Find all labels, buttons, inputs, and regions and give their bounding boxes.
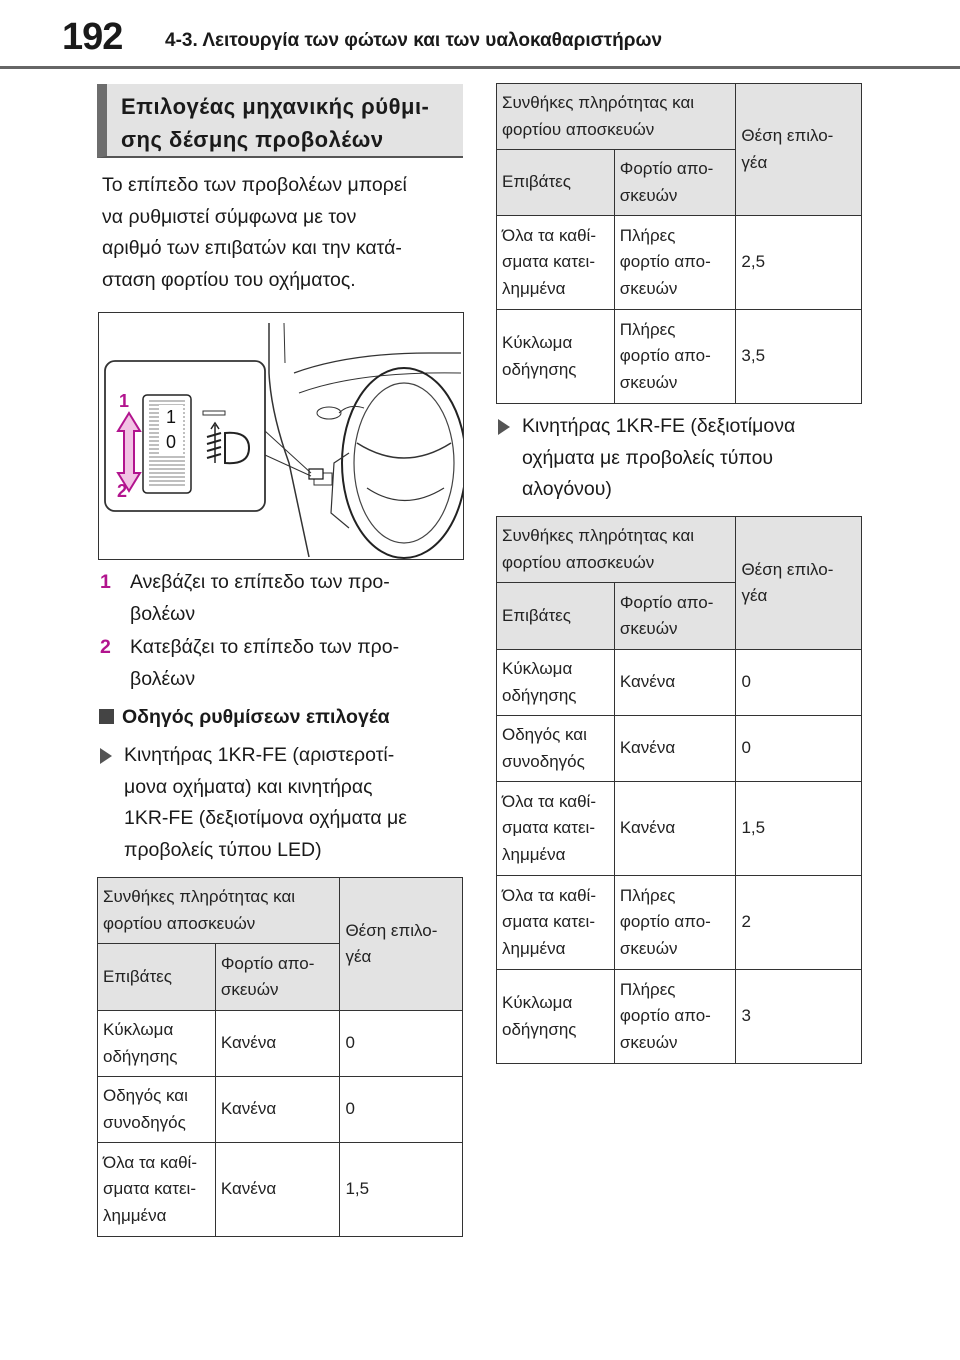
- step-item-2: [100, 632, 460, 696]
- header-text: φορτίου αποσκευών: [502, 552, 655, 572]
- section-heading: [97, 84, 463, 158]
- header-text: Φορτίο απο-: [619, 159, 714, 178]
- settings-guide-heading-text: Οδηγός ρυθμίσεων επιλογέα: [122, 706, 390, 728]
- cell-position: 2: [736, 876, 862, 970]
- cell-position: 0: [736, 650, 862, 716]
- cell-passengers: [497, 782, 615, 876]
- bullet-line: μονα οχήματα) και κινητήρας: [124, 775, 373, 798]
- cell-line: σματα κατει-: [502, 818, 595, 838]
- table-row: [497, 216, 862, 310]
- cell-line: Κύκλωμα: [103, 1020, 174, 1039]
- cell-cargo: [614, 876, 736, 970]
- table-row: [497, 650, 862, 716]
- header-divider: [0, 66, 960, 69]
- header-cargo: [614, 150, 736, 216]
- cell-line: Οδηγός και: [502, 725, 587, 744]
- cell-position: 3: [736, 970, 862, 1064]
- table-header-row: [497, 517, 862, 583]
- callout-2: 2: [117, 481, 128, 501]
- cell-line: Οδηγός και: [103, 1086, 188, 1105]
- header-text: Θέση επιλο-: [345, 920, 438, 940]
- header-text: Φορτίο απο-: [619, 592, 714, 612]
- cell-passengers: [497, 970, 615, 1064]
- intro-line: σταση φορτίου του οχήματος.: [102, 268, 356, 291]
- dashboard-drawing: [99, 313, 463, 559]
- settings-table-right-top: [496, 83, 862, 404]
- cell-line: Κανένα: [220, 1179, 277, 1199]
- header-conditions: [98, 878, 340, 944]
- steering-wheel-shape: [342, 368, 463, 558]
- cell-line: σκευών: [619, 1032, 678, 1052]
- cell-cargo: [614, 216, 736, 310]
- bullet-line: Κινητήρας 1KR-FE (δεξιοτίμονα: [522, 415, 796, 437]
- header-text: φορτίου αποσκευών: [103, 913, 256, 933]
- cell-line: συνοδηγός: [103, 1112, 186, 1132]
- cell-passengers: [98, 1143, 216, 1237]
- engine-variant-bullet-right: [498, 411, 868, 511]
- cell-line: Κύκλωμα: [502, 659, 573, 678]
- step-number: 1: [100, 571, 111, 593]
- cell-position: 0: [340, 1077, 463, 1143]
- cell-line: Πλήρες: [619, 225, 676, 245]
- cell-passengers: [497, 716, 615, 782]
- cell-line: οδήγησης: [502, 359, 577, 379]
- header-text: Θέση επιλο-: [741, 126, 834, 145]
- header-text: φορτίου αποσκευών: [502, 119, 655, 139]
- cell-line: λημμένα: [502, 278, 566, 298]
- cell-cargo: [215, 1143, 340, 1237]
- step-text-line: βολέων: [130, 602, 196, 625]
- cell-cargo: [614, 782, 736, 876]
- table-row: [497, 782, 862, 876]
- header-conditions: [497, 517, 736, 583]
- header-text: Συνθήκες πληρότητας και: [502, 93, 695, 112]
- cell-cargo: [614, 970, 736, 1064]
- header-cargo: [614, 583, 736, 650]
- table-row: [497, 970, 862, 1064]
- bullet-line: αλογόνου): [522, 478, 612, 500]
- table-row: [98, 1077, 463, 1143]
- cell-line: οδήγησης: [103, 1046, 178, 1066]
- cell-line: σματα κατει-: [103, 1179, 196, 1199]
- header-position: [736, 517, 862, 650]
- cell-passengers: [497, 876, 615, 970]
- dial-mark-1: 1: [165, 407, 177, 427]
- cell-cargo: [215, 1077, 340, 1143]
- section-heading-line-2: σης δέσμης προβολέων: [121, 127, 384, 152]
- cell-line: σκευών: [619, 372, 678, 392]
- header-passengers: Επιβάτες: [497, 583, 615, 650]
- cell-line: φορτίο απο-: [619, 1006, 711, 1026]
- cell-line: Πλήρες: [619, 885, 676, 905]
- header-text: γέα: [741, 586, 768, 605]
- cell-cargo: [215, 1011, 340, 1077]
- cell-position: 0: [736, 716, 862, 782]
- engine-variant-bullet-left: [100, 740, 470, 870]
- header-text: σκευών: [619, 619, 678, 638]
- cell-line: σκευών: [619, 278, 678, 298]
- cell-cargo: [614, 716, 736, 782]
- intro-line: αριθμό των επιβατών και την κατά-: [102, 237, 402, 259]
- cell-line: Κανένα: [220, 1033, 277, 1053]
- header-text: Συνθήκες πληρότητας και: [502, 526, 695, 545]
- cell-line: φορτίο απο-: [619, 252, 711, 272]
- table-row: [497, 716, 862, 782]
- cell-line: Πλήρες: [619, 979, 676, 999]
- cell-line: λημμένα: [103, 1205, 167, 1225]
- headlight-leveling-dial-illustration: [98, 312, 464, 560]
- header-position: [736, 84, 862, 216]
- cell-position: 3,5: [736, 310, 862, 404]
- bullet-line: προβολείς τύπου LED): [124, 838, 322, 861]
- cell-line: Όλα τα καθί-: [502, 225, 596, 245]
- section-heading-line-1: Επιλογέας μηχανικής ρύθμι-: [121, 94, 430, 119]
- triangle-bullet-icon: [100, 748, 112, 764]
- table-row: [98, 1011, 463, 1077]
- step-text-line: Ανεβάζει το επίπεδο των προ-: [130, 571, 390, 593]
- cell-passengers: [98, 1011, 216, 1077]
- cell-line: Όλα τα καθί-: [103, 1152, 197, 1172]
- step-text-line: Κατεβάζει το επίπεδο των προ-: [130, 636, 400, 658]
- page-number: 192: [62, 16, 123, 58]
- table-row: [98, 1143, 463, 1237]
- header-text: σκευών: [220, 980, 279, 999]
- header-text: σκευών: [619, 185, 678, 205]
- header-text: γέα: [741, 152, 768, 172]
- table-header-row: [98, 878, 463, 944]
- cell-position: 1,5: [736, 782, 862, 876]
- dial-mark-0: 0: [165, 432, 177, 452]
- bullet-line: Κινητήρας 1KR-FE (αριστεροτί-: [124, 744, 395, 766]
- cell-line: Κύκλωμα: [502, 333, 573, 352]
- intro-line: Το επίπεδο των προβολέων μπορεί: [102, 174, 407, 196]
- cell-line: φορτίο απο-: [619, 346, 711, 366]
- cell-cargo: [614, 310, 736, 404]
- header-position: [340, 878, 463, 1011]
- settings-table-left: [97, 877, 463, 1237]
- table-row: [497, 310, 862, 404]
- cell-position: 2,5: [736, 216, 862, 310]
- cell-line: σκευών: [619, 938, 678, 958]
- cell-line: σματα κατει-: [502, 252, 595, 272]
- cell-line: Κύκλωμα: [502, 993, 573, 1012]
- step-item-1: [100, 567, 460, 631]
- cell-line: οδήγησης: [502, 685, 577, 705]
- settings-guide-heading: [99, 706, 390, 729]
- header-conditions: [497, 84, 736, 150]
- cell-line: φορτίο απο-: [619, 912, 711, 932]
- cell-line: Κανένα: [619, 738, 676, 758]
- cell-line: σματα κατει-: [502, 912, 595, 932]
- intro-paragraph: [102, 170, 467, 296]
- cell-line: λημμένα: [502, 844, 566, 864]
- header-passengers: Επιβάτες: [497, 150, 615, 216]
- cell-passengers: [497, 650, 615, 716]
- bullet-line: 1KR-FE (δεξιοτίμονα οχήματα με: [124, 807, 407, 829]
- header-text: Φορτίο απο-: [220, 953, 315, 973]
- header-passengers: Επιβάτες: [98, 944, 216, 1011]
- header-cargo: [215, 944, 340, 1011]
- cell-line: συνοδηγός: [502, 751, 585, 771]
- settings-table-right-bottom: [496, 516, 862, 1064]
- cell-line: λημμένα: [502, 938, 566, 958]
- cell-passengers: [497, 216, 615, 310]
- cell-line: Όλα τα καθί-: [502, 885, 596, 905]
- header-text: Θέση επιλο-: [741, 559, 834, 579]
- cell-line: Πλήρες: [619, 319, 676, 339]
- header-text: Συνθήκες πληρότητας και: [103, 887, 296, 906]
- cell-position: 1,5: [340, 1143, 463, 1237]
- step-text-line: βολέων: [130, 667, 196, 690]
- cell-line: Κανένα: [220, 1099, 277, 1119]
- cell-line: Όλα τα καθί-: [502, 791, 596, 811]
- header-text: γέα: [345, 947, 372, 966]
- callout-1: 1: [119, 391, 130, 411]
- triangle-bullet-icon: [498, 419, 510, 435]
- cell-line: Κανένα: [619, 818, 676, 838]
- cell-passengers: [98, 1077, 216, 1143]
- chapter-title: 4-3. Λειτουργία των φώτων και των υαλοκαθαριστήρων: [165, 30, 663, 51]
- bullet-line: οχήματα με προβολείς τύπου: [522, 446, 774, 469]
- cell-cargo: [614, 650, 736, 716]
- table-header-row: [497, 84, 862, 150]
- intro-line: να ρυθμιστεί σύμφωνα με τον: [102, 205, 357, 228]
- square-bullet-icon: [99, 709, 114, 724]
- step-number: 2: [100, 636, 111, 658]
- cell-line: οδήγησης: [502, 1019, 577, 1039]
- table-row: [497, 876, 862, 970]
- cell-passengers: [497, 310, 615, 404]
- cell-position: 0: [340, 1011, 463, 1077]
- cell-line: Κανένα: [619, 672, 676, 692]
